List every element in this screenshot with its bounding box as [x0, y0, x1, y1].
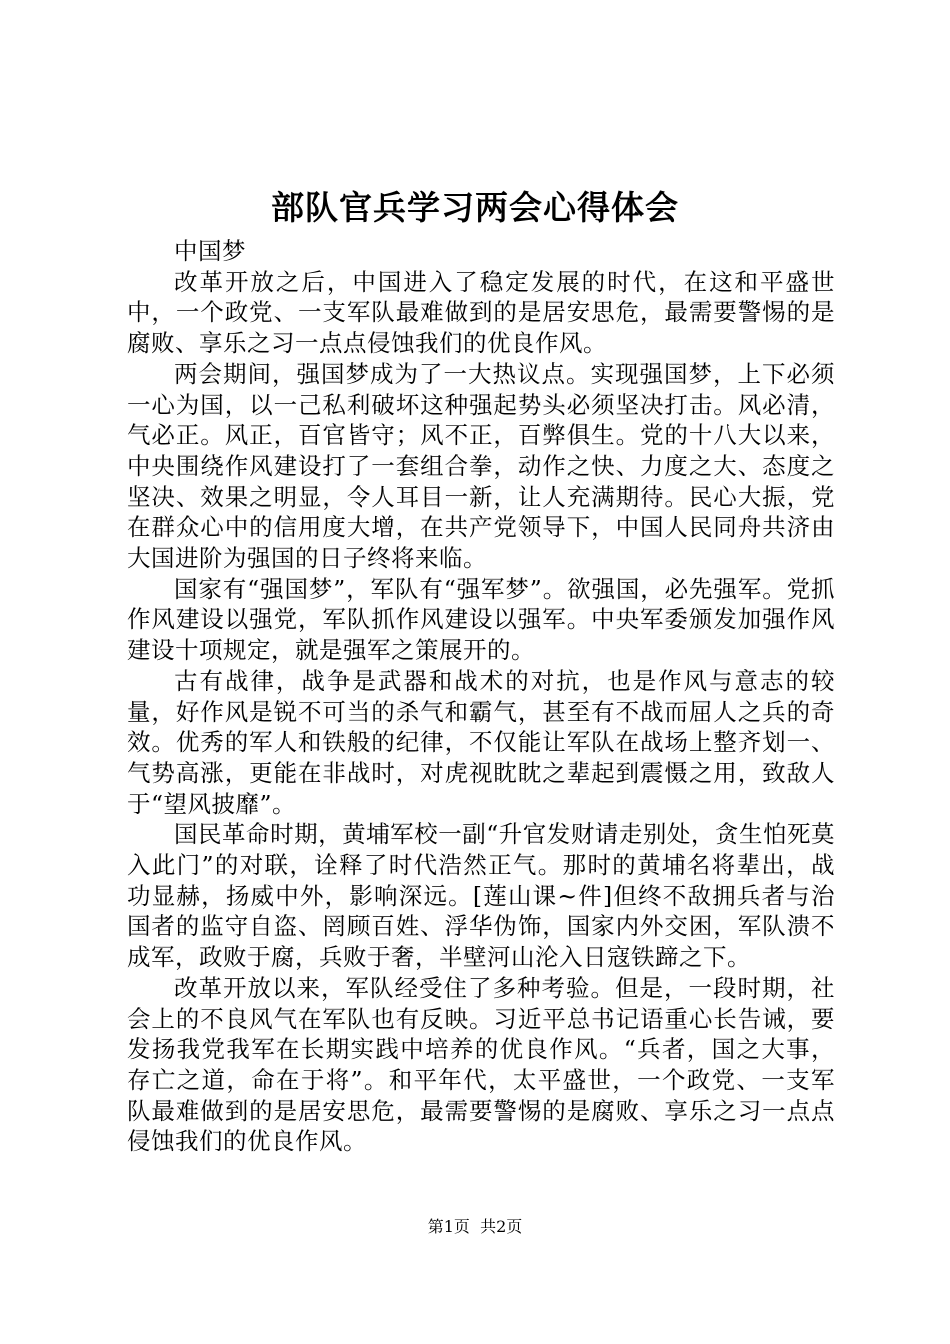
page-footer — [0, 1215, 950, 1239]
body-paragraph: 改革开放以来，军队经受住了多种考验。但是，一段时期，社会上的不良风气在军队也有反映。习近平总书记语重心长告诫，要发扬我党我军在长期实践中培养的优良作风。“兵者，国之大事，存亡之道，命在于将”。和平年代，太平盛世，一个政党、一支军队最难做到的是居安思危，最需要警惕的是腐败、享乐之习一点点侵蚀我们的优良作风。 — [127, 973, 835, 1156]
body-paragraph: 古有战律，战争是武器和战术的对抗，也是作风与意志的较量，好作风是锐不可当的杀气和霸气，甚至有不战而屈人之兵的奇效。优秀的军人和铁般的纪律，不仅能让军队在战场上整齐划一、气势高涨，更能在非战时，对虎视眈眈之辈起到震慑之用，致敌人于“望风披靡”。 — [127, 666, 835, 818]
body-paragraph: 改革开放之后，中国进入了稳定发展的时代，在这和平盛世中，一个政党、一支军队最难做到的是居安思危，最需要警惕的是腐败、享乐之习一点点侵蚀我们的优良作风。 — [127, 267, 835, 358]
body-paragraph: 国民革命时期，黄埔军校一副“升官发财请走别处，贪生怕死莫入此门”的对联，诠释了时代浩然正气。那时的黄埔名将辈出，战功显赫，扬威中外，影响深远。[莲山课~件]但终不敌拥兵者与治国者的监守自盗、罔顾百姓、浮华伪饰，国家内外交困，军队溃不成军，政败于腐，兵败于奢，半壁河山沦入日寇铁蹄之下。 — [127, 820, 835, 972]
document-body — [127, 236, 835, 1157]
body-paragraph: 两会期间，强国梦成为了一大热议点。实现强国梦，上下必须一心为国，以一己私利破坏这种强起势头必须坚决打击。风必清，气必正。风正，百官皆守；风不正，百弊俱生。党的十八大以来，中央围绕作风建设打了一套组合拳，动作之快、力度之大、态度之坚决、效果之明显，令人耳目一新，让人充满期待。民心大振，党在群众心中的信用度大增，在共产党领导下，中国人民同舟共济由大国进阶为强国的日子终将来临。 — [127, 359, 835, 573]
subtitle-paragraph: 中国梦 — [174, 237, 246, 265]
body-paragraph: 国家有“强国梦”，军队有“强军梦”。欲强国，必先强军。党抓作风建设以强党，军队抓作风建设以强军。中央军委颁发加强作风建设十项规定，就是强军之策展开的。 — [127, 574, 835, 665]
page-indicator: 第1页 共2页 — [427, 1217, 523, 1236]
document-title: 部队官兵学习两会心得体会 — [271, 188, 679, 227]
